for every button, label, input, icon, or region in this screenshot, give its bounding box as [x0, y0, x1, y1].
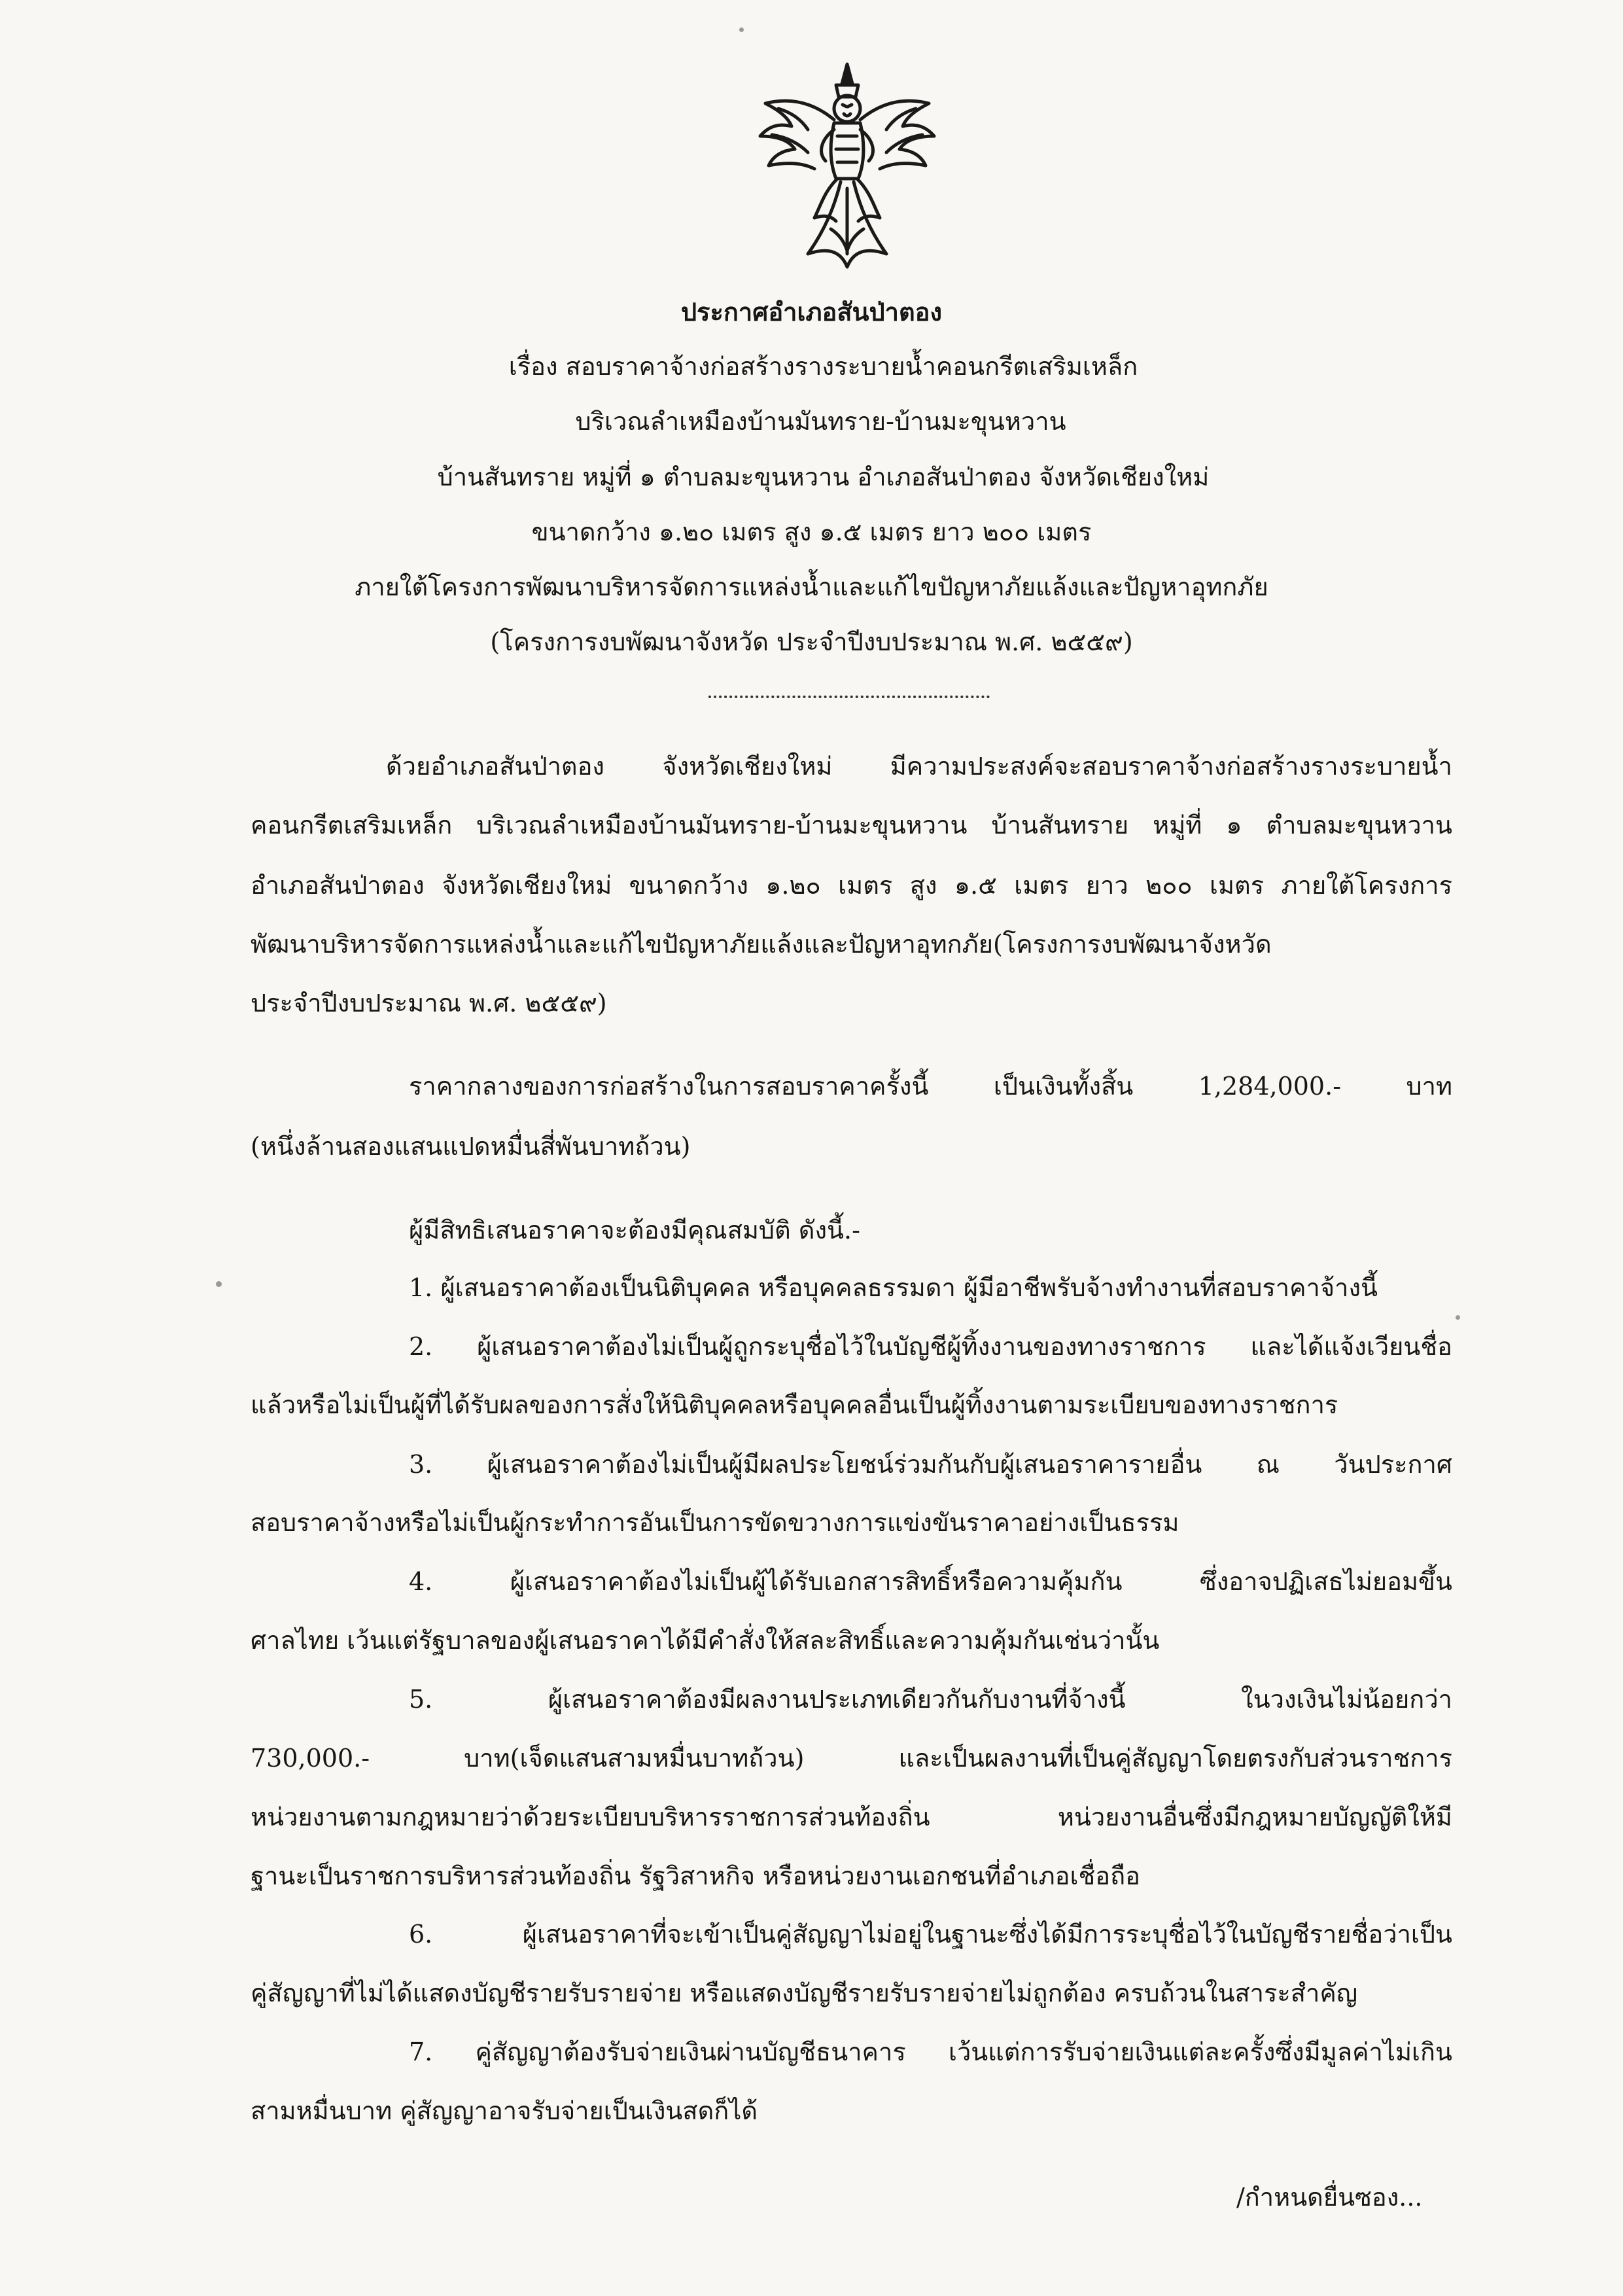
qualification-line-13: คู่สัญญาที่ไม่ได้แสดงบัญชีรายรับรายจ่าย หรือแสดงบัญชีรายรับรายจ่ายไม่ถูกต้อง ครบถ้วนในสาระสำคัญ: [251, 1979, 1358, 2007]
intro-line-3: อำเภอสันป่าตอง จังหวัดเชียงใหม่ ขนาดกว้าง ๑.๒๐ เมตร สูง ๑.๕ เมตร ยาว ๒๐๐ เมตร ภายใต้โครงการ: [251, 871, 1452, 900]
scan-speck: [739, 27, 744, 32]
qualification-line-5: สอบราคาจ้างหรือไม่เป็นผู้กระทำการอันเป็นการขัดขวางการแข่งขันราคาอย่างเป็นธรรม: [251, 1508, 1179, 1537]
garuda-emblem-icon: [752, 58, 942, 274]
scan-speck: [216, 1281, 222, 1287]
intro-line-2: คอนกรีตเสริมเหล็ก บริเวณลำเหมืองบ้านมันทราย-บ้านมะขุนหวาน บ้านสันทราย หมู่ที่ ๑ ตำบลมะขุนหวาน: [251, 811, 1452, 839]
qualification-line-7: ศาลไทย เว้นแต่รัฐบาลของผู้เสนอราคาได้มีคำสั่งให้สละสิทธิ์และความคุ้มกันเช่นว่านั้น: [251, 1626, 1160, 1655]
subject-line-5: ภายใต้โครงการพัฒนาบริหารจัดการแหล่งน้ำและแก้ไขปัญหาภัยแล้งและปัญหาอุทกภัย: [355, 573, 1268, 601]
subject-line-2: บริเวณลำเหมืองบ้านมันทราย-บ้านมะขุนหวาน: [575, 407, 1066, 436]
qualification-line-12: 6. ผู้เสนอราคาที่จะเข้าเป็นคู่สัญญาไม่อยู่ในฐานะซึ่งได้มีการระบุชื่อไว้ในบัญชีรายชื่อว่าเป็น: [409, 1920, 1452, 1949]
qualification-line-3: แล้วหรือไม่เป็นผู้ที่ได้รับผลของการสั่งให้นิติบุคคลหรือบุคคลอื่นเป็นผู้ทิ้งงานตามระเบียบของทางราชการ: [251, 1390, 1338, 1419]
qualification-line-1: 1. ผู้เสนอราคาต้องเป็นนิติบุคคล หรือบุคคลธรรมดา ผู้มีอาชีพรับจ้างทำงานที่สอบราคาจ้างนี้: [409, 1273, 1378, 1302]
subject-line-1: เรื่อง สอบราคาจ้างก่อสร้างรางระบายน้ำคอนกรีตเสริมเหล็ก: [508, 352, 1138, 381]
qualification-line-6: 4. ผู้เสนอราคาต้องไม่เป็นผู้ได้รับเอกสารสิทธิ์หรือความคุ้มกัน ซึ่งอาจปฏิเสธไม่ยอมขึ้น: [409, 1567, 1452, 1596]
qualification-line-11: ฐานะเป็นราชการบริหารส่วนท้องถิ่น รัฐวิสาหกิจ หรือหน่วยงานเอกชนที่อำเภอเชื่อถือ: [251, 1862, 1140, 1890]
qualification-line-15: สามหมื่นบาท คู่สัญญาอาจรับจ่ายเป็นเงินสดก็ได้: [251, 2096, 758, 2125]
intro-line-5: ประจำปีงบประมาณ พ.ศ. ๒๕๕๙): [251, 989, 607, 1017]
subject-line-4: ขนาดกว้าง ๑.๒๐ เมตร สูง ๑.๕ เมตร ยาว ๒๐๐ เมตร: [531, 518, 1092, 546]
qualification-line-9: 730,000.- บาท(เจ็ดแสนสามหมื่นบาทถ้วน) และเป็นผลงานที่เป็นคู่สัญญาโดยตรงกับส่วนราชการ: [251, 1744, 1452, 1773]
qualification-line-14: 7. คู่สัญญาต้องรับจ่ายเงินผ่านบัญชีธนาคาร เว้นแต่การรับจ่ายเงินแต่ละครั้งซึ่งมีมูลค่าไม่เกิน: [409, 2038, 1452, 2066]
qualification-line-2: 2. ผู้เสนอราคาต้องไม่เป็นผู้ถูกระบุชื่อไว้ในบัญชีผู้ทิ้งงานของทางราชการ และได้แจ้งเวียนชื่อ: [409, 1332, 1452, 1361]
dotted-separator: [708, 690, 990, 698]
qualification-line-8: 5. ผู้เสนอราคาต้องมีผลงานประเภทเดียวกันกับงานที่จ้างนี้ ในวงเงินไม่น้อยกว่า: [409, 1685, 1452, 1714]
scan-speck: [1456, 1315, 1460, 1320]
qualification-heading: ผู้มีสิทธิเสนอราคาจะต้องมีคุณสมบัติ ดังนี้.-: [409, 1216, 860, 1245]
qualification-line-4: 3. ผู้เสนอราคาต้องไม่เป็นผู้มีผลประโยชน์ร่วมกันกับผู้เสนอราคารายอื่น ณ วันประกาศ: [409, 1450, 1452, 1479]
qualification-line-10: หน่วยงานตามกฎหมายว่าด้วยระเบียบบริหารราชการส่วนท้องถิ่น หน่วยงานอื่นซึ่งมีกฎหมายบัญญัติให้มี: [251, 1803, 1452, 1831]
continuation-note: /กำหนดยื่นซอง...: [1236, 2183, 1423, 2212]
announcement-title: ประกาศอำเภอสันป่าตอง: [680, 297, 943, 327]
subject-line-6: (โครงการงบพัฒนาจังหวัด ประจำปีงบประมาณ พ.ศ. ๒๕๕๙): [490, 627, 1133, 656]
median-price-words: (หนึ่งล้านสองแสนแปดหมื่นสี่พันบาทถ้วน): [251, 1132, 691, 1161]
median-price-line: ราคากลางของการก่อสร้างในการสอบราคาครั้งนี้ เป็นเงินทั้งสิ้น 1,284,000.- บาท: [409, 1072, 1452, 1101]
intro-line-4: พัฒนาบริหารจัดการแหล่งน้ำและแก้ไขปัญหาภัยแล้งและปัญหาอุทกภัย(โครงการงบพัฒนาจังหวัด: [251, 930, 1272, 959]
subject-line-3: บ้านสันทราย หมู่ที่ ๑ ตำบลมะขุนหวาน อำเภอสันป่าตอง จังหวัดเชียงใหม่: [437, 463, 1210, 491]
intro-line-1: ด้วยอำเภอสันป่าตอง จังหวัดเชียงใหม่ มีความประสงค์จะสอบราคาจ้างก่อสร้างรางระบายน้ำ: [386, 752, 1452, 781]
